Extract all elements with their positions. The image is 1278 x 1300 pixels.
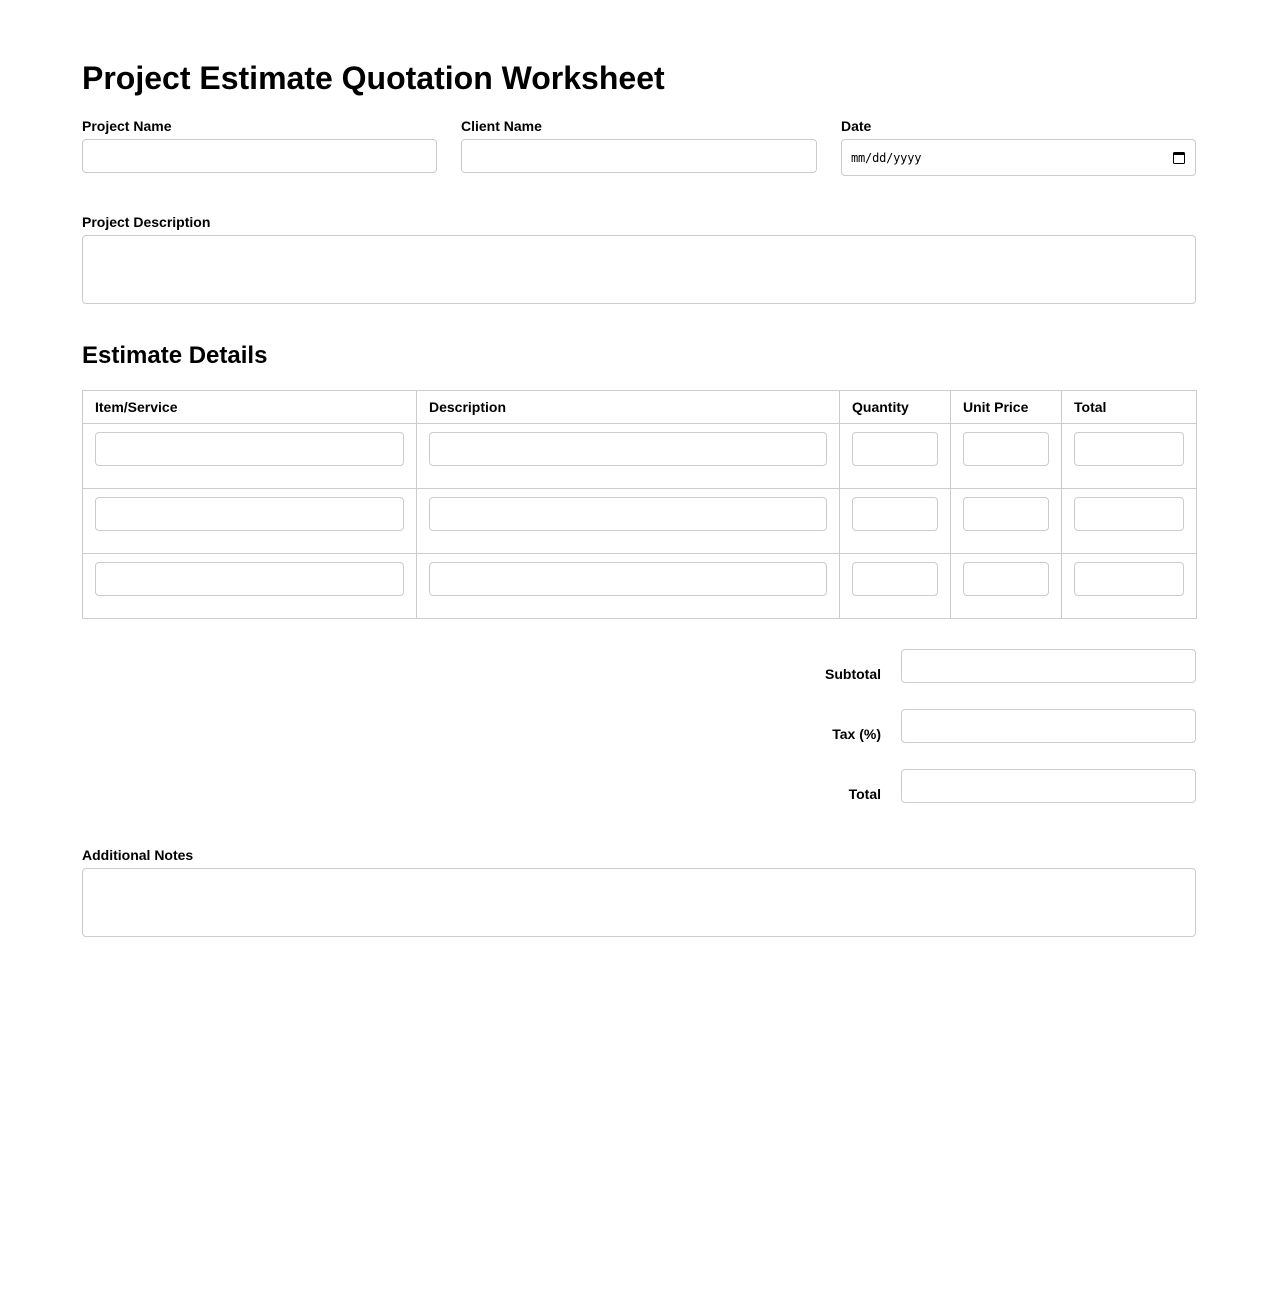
project-name-field [82, 118, 437, 174]
estimate-table [82, 390, 1197, 619]
calendar-icon[interactable] [1173, 152, 1185, 164]
col-header-description: Description [417, 391, 840, 424]
tax-label: Tax (%) [832, 726, 881, 742]
additional-notes-label: Additional Notes [82, 847, 194, 863]
tax-row [82, 709, 1196, 743]
date-placeholder: mm/dd/yyyy [851, 150, 922, 165]
line-total-input[interactable] [1074, 497, 1184, 531]
col-header-item: Item/Service [83, 391, 417, 424]
estimate-details-heading: Estimate Details [82, 342, 268, 369]
client-name-field [461, 118, 817, 174]
line-total-input[interactable] [1074, 432, 1184, 466]
col-header-total: Total [1062, 391, 1197, 424]
subtotal-label: Subtotal [825, 666, 881, 682]
quantity-input[interactable] [852, 497, 938, 531]
project-description-label: Project Description [82, 214, 211, 230]
table-row [83, 424, 1197, 489]
table-header-row [83, 391, 1197, 424]
quantity-input[interactable] [852, 432, 938, 466]
line-total-input[interactable] [1074, 562, 1184, 596]
unit-price-input[interactable] [963, 562, 1049, 596]
unit-price-input[interactable] [963, 497, 1049, 531]
client-name-label: Client Name [461, 118, 542, 134]
subtotal-input[interactable] [901, 649, 1196, 683]
project-name-input[interactable] [82, 139, 437, 173]
description-input[interactable] [429, 432, 827, 466]
date-input[interactable] [841, 139, 1196, 176]
table-row [83, 489, 1197, 554]
tax-input[interactable] [901, 709, 1196, 743]
grand-total-label: Total [848, 786, 881, 802]
grand-total-input[interactable] [901, 769, 1196, 803]
project-description-textarea[interactable] [82, 235, 1196, 304]
unit-price-input[interactable] [963, 432, 1049, 466]
description-input[interactable] [429, 497, 827, 531]
item-input[interactable] [95, 497, 404, 531]
description-input[interactable] [429, 562, 827, 596]
subtotal-row [82, 649, 1196, 683]
table-row [83, 554, 1197, 619]
grand-total-row [82, 769, 1196, 803]
col-header-unit-price: Unit Price [951, 391, 1062, 424]
item-input[interactable] [95, 562, 404, 596]
additional-notes-field [82, 847, 1196, 937]
client-name-input[interactable] [461, 139, 817, 173]
project-description-field [82, 214, 1196, 304]
quantity-input[interactable] [852, 562, 938, 596]
date-field [841, 118, 1196, 176]
col-header-quantity: Quantity [840, 391, 951, 424]
project-name-label: Project Name [82, 118, 172, 134]
item-input[interactable] [95, 432, 404, 466]
page-title: Project Estimate Quotation Worksheet [82, 60, 665, 96]
additional-notes-textarea[interactable] [82, 868, 1196, 937]
date-label: Date [841, 118, 872, 134]
